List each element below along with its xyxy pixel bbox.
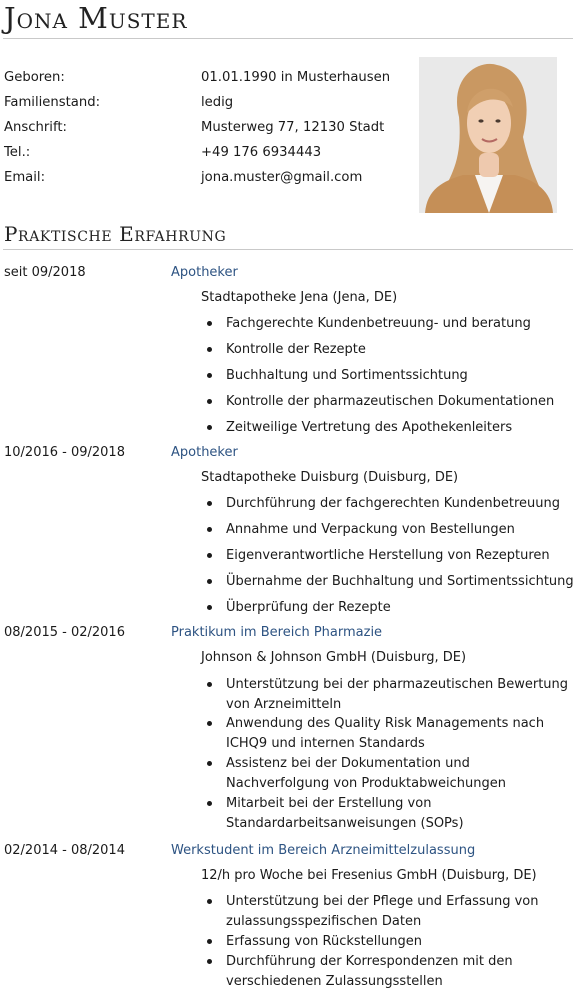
info-value: 01.01.1990 in Musterhausen <box>201 70 391 85</box>
job-bullet: Erfassung von Rückstellungen <box>226 932 576 952</box>
job-employer: Johnson & Johnson GmbH (Duisburg, DE) <box>201 650 467 665</box>
job-date: 02/2014 - 08/2014 <box>4 843 125 858</box>
job-bullet: Anwendung des Quality Risk Managements nach ICHQ9 und internen Standards <box>226 714 576 754</box>
job-bullet: Überprüfung der Rezepte <box>226 598 576 618</box>
section-divider <box>3 249 573 250</box>
job-bullet: Durchführung der fachgerechten Kundenbetreuung <box>226 494 576 514</box>
info-value: ledig <box>201 95 234 110</box>
info-label: Familienstand: <box>4 95 101 110</box>
job-title: Apotheker <box>171 265 238 280</box>
job-title: Apotheker <box>171 445 238 460</box>
info-value: jona.muster@gmail.com <box>201 170 363 185</box>
job-title: Praktikum im Bereich Pharmazie <box>171 625 383 640</box>
info-value: +49 176 6934443 <box>201 145 322 160</box>
info-value: Musterweg 77, 12130 Stadt <box>201 120 385 135</box>
job-bullet: Assistenz bei der Dokumentation und Nachverfolgung von Produktabweichungen <box>226 754 576 794</box>
info-label: Anschrift: <box>4 120 67 135</box>
profile-photo <box>419 57 557 213</box>
header-divider <box>3 38 573 39</box>
job-bullet: Unterstützung bei der Pflege und Erfassung von zulassungsspezifischen Daten <box>226 892 576 932</box>
info-label: Email: <box>4 170 46 185</box>
job-bullet: Übernahme der Buchhaltung und Sortimentssichtung <box>226 572 576 592</box>
job-employer: 12/h pro Woche bei Fresenius GmbH (Duisburg, DE) <box>201 868 537 883</box>
job-date: 10/2016 - 09/2018 <box>4 445 125 460</box>
info-label: Geboren: <box>4 70 65 85</box>
job-bullet: Zeitweilige Vertretung des Apothekenleiters <box>226 418 576 438</box>
job-employer: Stadtapotheke Jena (Jena, DE) <box>201 290 398 305</box>
job-bullet: Kontrolle der Rezepte <box>226 340 576 360</box>
section-title-experience: Praktische Erfahrung <box>4 222 227 246</box>
job-bullet: Fachgerechte Kundenbetreuung- und beratung <box>226 314 576 334</box>
job-bullet: Mitarbeit bei der Erstellung von Standardarbeitsanweisungen (SOPs) <box>226 794 576 834</box>
job-bullet: Durchführung der Korrespondenzen mit den verschiedenen Zulassungsstellen <box>226 952 576 992</box>
job-bullet: Kontrolle der pharmazeutischen Dokumentationen <box>226 392 576 412</box>
job-employer: Stadtapotheke Duisburg (Duisburg, DE) <box>201 470 459 485</box>
job-date: seit 09/2018 <box>4 265 86 280</box>
cv-name: Jona Muster <box>4 1 188 35</box>
job-bullet: Unterstützung bei der pharmazeutischen Bewertung von Arzneimitteln <box>226 675 576 715</box>
job-bullet: Eigenverantwortliche Herstellung von Rezepturen <box>226 546 576 566</box>
job-title: Werkstudent im Bereich Arzneimittelzulassung <box>171 843 476 858</box>
portrait-image <box>419 57 557 213</box>
job-date: 08/2015 - 02/2016 <box>4 625 125 640</box>
job-bullet: Annahme und Verpackung von Bestellungen <box>226 520 576 540</box>
job-bullet: Buchhaltung und Sortimentssichtung <box>226 366 576 386</box>
info-label: Tel.: <box>4 145 31 160</box>
